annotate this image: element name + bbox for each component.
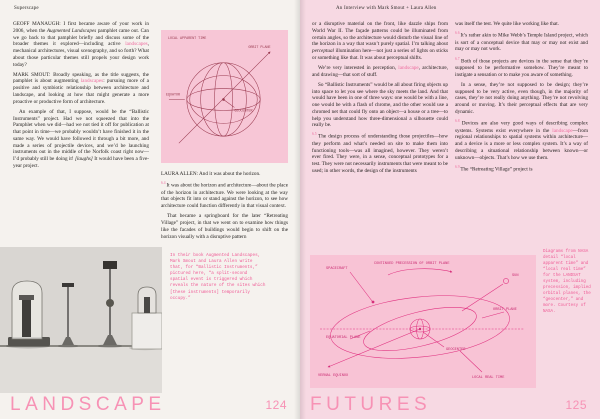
paragraph: or a disruptive material on the front, like dazzle ships from World War II. The façade patterns could be illuminated from certain angles, so the architecture would disturb the visual line of the horizon in a way that wasn’t purely spatial. I’m talking about perceptual illumination here—not just a series of lights on sticks or something like that. It was about perceptual shifts. bbox=[312, 21, 448, 61]
geocenter-dot bbox=[222, 98, 225, 101]
page-number-right: 125 bbox=[565, 398, 587, 412]
paragraph: $^{6.7}$ Both of those projects are devices in the sense that they’re supposed to be performative somehow. They’re meant to instigate a sensation or to make you aware of something. bbox=[455, 56, 589, 78]
label-sun: SUN bbox=[512, 274, 519, 278]
label-spacecraft: SPACECRAFT bbox=[326, 267, 348, 271]
nasa-globe-diagram bbox=[161, 30, 288, 163]
section-title-futures: FUTURES bbox=[310, 394, 432, 415]
paragraph: That became a springboard for the later “Retreating Village” project, in that we went on to examine how things like the facades of buildings would begin to shift on the horizon visually with a disruptive pattern bbox=[161, 213, 288, 240]
text-column-1 bbox=[13, 21, 149, 173]
paragraph: LAURA ALLEN: And it was about the horizon. bbox=[161, 171, 261, 177]
paragraph: We’re very interested in perception, landscape, architecture, and drawing—that sort of stuff. bbox=[312, 64, 448, 78]
paragraph: $^{6.6}$ It’s rather akin to Mike Webb’s Temple Island project, which is sort of a conceptual device that may or may not exist and may or may not work. bbox=[455, 31, 588, 53]
running-header-right: An Interview with Mark Smout + Laura Allen bbox=[336, 6, 437, 11]
orbit-diagram-drawing bbox=[310, 255, 536, 388]
paragraph: $^{6.5}$ The design process of understanding those projectiles—how they perform and what’s needed on site to make them into functioning tools—was all imagined, however. They weren’t ever fired. They were, in a sense, conceptual prototypes for a test. They were not necessarily instruments that were meant to be used; in other words, the design of the instruments bbox=[312, 132, 449, 174]
section-title-landscape: LANDSCAPE bbox=[10, 394, 166, 415]
paragraph: $^{6.8}$ Devices are also very good ways of describing complex systems. Systems exist everywhere in the landscape—from regional relationships to spatial systems within architecture—and a device is a more or less complex system. It’s a way of describing a situational relationship between known—or unknown—objects. That’s how we use them. bbox=[455, 119, 588, 161]
text-column-3 bbox=[312, 21, 448, 178]
label-precession: CONTINUED PRECESSION OF ORBIT PLANE bbox=[374, 262, 450, 266]
spacecraft-dot bbox=[372, 301, 375, 304]
paragraph: So “Ballistic Instruments” would be all about firing objects up into space to let you see where the sky meets the land. And that would have been in one of three ways: one would be with a line, one would be with a flash of chrome, and the other would use a chromed net that could fly onto an object—a house or a tree—to help you understand how three-dimensional a silhouette could really be. bbox=[312, 81, 448, 129]
geocenter-dot bbox=[419, 328, 421, 330]
diagram-label-orbit: ORBIT PLANE bbox=[248, 45, 271, 50]
label-vernal-equinox: VERNAL EQUINOX bbox=[318, 374, 349, 378]
paragraph: In a sense, they’re not supposed to be design; they’re supposed to be very active, even though, in the majority of cases, they’re not really doing anything. They’re not revolving around or moving. It’s their perceptual effects that are very dynamic. bbox=[455, 81, 588, 115]
paragraph: $^{6.4}$ It was about the horizon and architecture—about the place of the horizon in architecture. We were looking at the way that objects fit into or stand against the horizon, to see how architecture could function differently in that visual context. bbox=[161, 181, 289, 210]
page-number-left: 124 bbox=[265, 398, 287, 412]
diagram-label-equator: EQUATOR bbox=[165, 93, 181, 98]
paragraph: $^{6.9}$ The “Retreating Village” project is bbox=[455, 164, 533, 173]
globe-diagram-drawing bbox=[161, 30, 288, 163]
diagram-label-geocenter: GEOCENTER bbox=[234, 109, 253, 114]
label-orbit-plane: ORBIT PLANE bbox=[493, 308, 517, 312]
diagram-caption: Diagrams from NASA detail “local apparent time” and “local real time” for the LANDSAT system, including precession, implied orbital planes, the “geocenter,” and more. Courtesy of NASA. bbox=[543, 250, 591, 314]
label-geocenter: GEOCENTER bbox=[446, 348, 466, 352]
paragraph: An example of that, I suppose, would be the “Ballistic Instruments” project. Had we not squeezed that into the Pamphlet when we did—had we not tied it off for publication at that point in time—we probably wouldn’t have finished it in the same way. We would have followed it through a bit more, and made a series of projectile devices, and we’d be launching instruments out in the middle of the Norfolk coast right now—I’d probably still be doing it! [laughs] It would have been a five-year project. bbox=[13, 108, 149, 169]
photo-illustration bbox=[0, 247, 162, 393]
paragraph: was itself the test. We quite like working like that. bbox=[455, 21, 559, 27]
diagram-title: LOCAL APPARENT TIME bbox=[167, 36, 207, 41]
nasa-orbit-diagram bbox=[310, 255, 536, 388]
photo-caption: In their book Augmented Landscapes, Mark Smout and Laura Allen write that, for “Ballistic Instruments,” pictured here, “a split-second spatial event is triggered which reveals the nature of the sites which [these instruments] temporarily occupy.” bbox=[170, 253, 266, 301]
paragraph: GEOFF MANAUGH: I first became aware of your work in 2006, when the Augmented Landscapes pamphlet came out. Can we go back to that pamphlet briefly and discuss some of the broader themes it explored—including active landscapes, mechanical architectures, visual scenography, and so forth? What about those particular themes still propels your design work today? bbox=[13, 21, 149, 68]
label-local-real-time: LOCAL REAL TIME bbox=[472, 376, 505, 380]
sun-symbol bbox=[503, 278, 508, 283]
label-equatorial-plane: EQUATORIAL PLANE bbox=[326, 336, 361, 340]
paragraph: MARK SMOUT: Broadly speaking, as the title suggests, the pamphlet is about augmenting landscapes: pursuing more of a positive and symbiotic relationship between architecture and landscape, and looking at how that might generate a more proactive or productive form of architecture. bbox=[13, 71, 149, 105]
photo-ballistic-instruments bbox=[0, 247, 162, 393]
text-column-4 bbox=[455, 21, 588, 177]
running-header-left: Superscape bbox=[14, 6, 39, 11]
text-column-2 bbox=[161, 171, 288, 244]
page-right bbox=[300, 0, 600, 419]
